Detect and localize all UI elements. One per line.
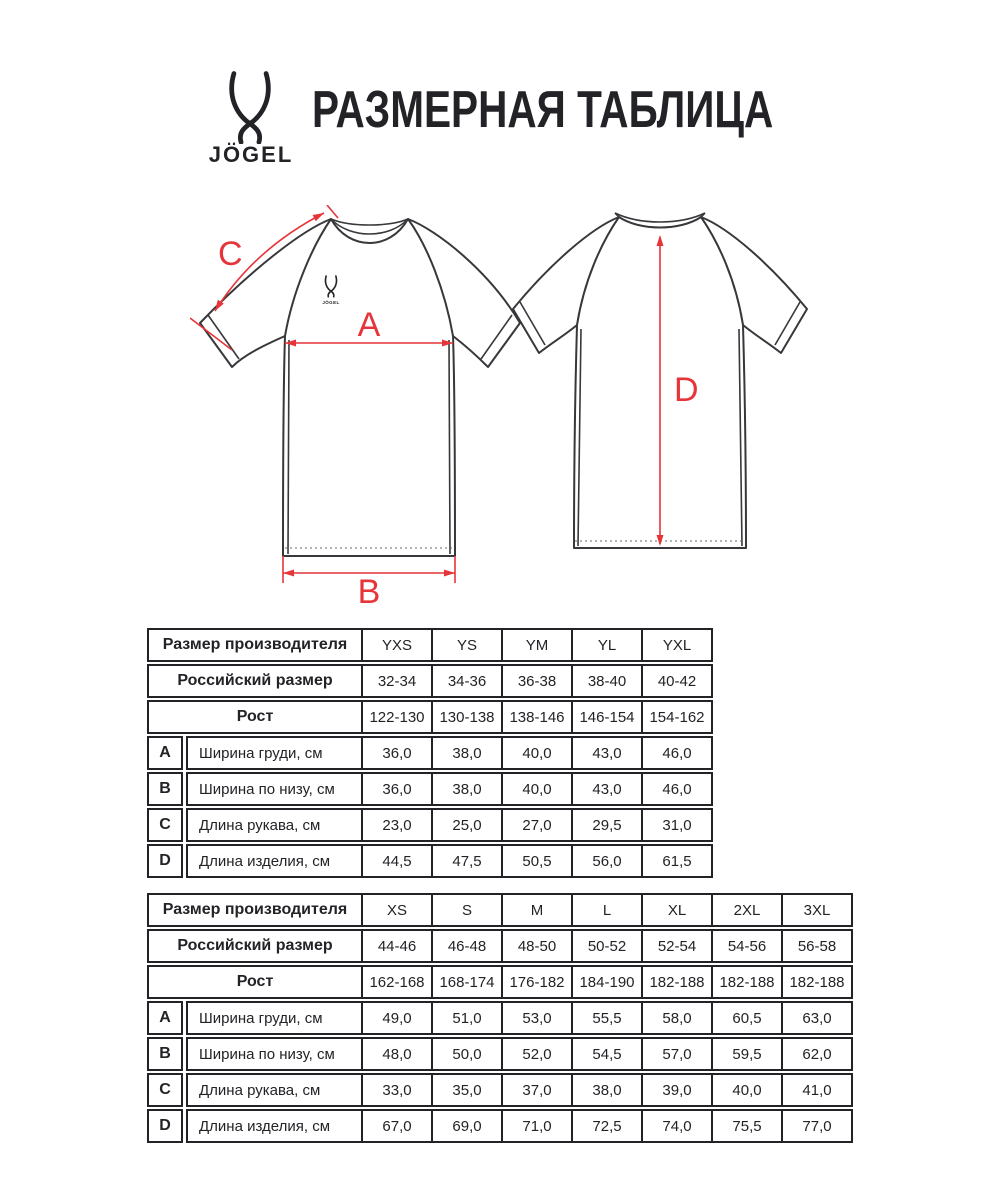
measure-name: Длина изделия, см — [199, 1117, 331, 1135]
front-collar-inner — [331, 219, 408, 234]
table-row — [147, 844, 713, 878]
size-cell: 41,0 — [781, 1075, 851, 1105]
row-header-label: Размер производителя — [162, 901, 348, 918]
size-cell: 182-188 — [781, 967, 851, 997]
size-cell: 52,0 — [501, 1039, 571, 1069]
measure-name: Длина изделия, см — [199, 852, 331, 870]
size-cell: 43,0 — [571, 738, 641, 768]
measure-letter: A — [147, 736, 183, 770]
page-title: РАЗМЕРНАЯ ТАБЛИЦА — [312, 81, 774, 139]
brand-logo-icon — [220, 70, 280, 144]
row-box — [186, 844, 713, 878]
size-cell: 53,0 — [501, 1003, 571, 1033]
size-cell: YXL — [641, 630, 711, 660]
measure-name: Ширина груди, см — [199, 744, 323, 762]
size-cell: 61,5 — [641, 846, 711, 876]
row-box — [147, 664, 713, 698]
row-box — [186, 1037, 853, 1071]
size-cell: 46-48 — [431, 931, 501, 961]
row-box — [147, 628, 713, 662]
measure-name: Ширина по низу, см — [199, 1045, 335, 1063]
row-box — [186, 736, 713, 770]
size-cell: 27,0 — [501, 810, 571, 840]
front-shirt-diagram — [190, 205, 530, 605]
row-box — [186, 772, 713, 806]
row-box — [147, 929, 853, 963]
front-body — [283, 219, 455, 556]
logo-horn-right — [240, 74, 268, 143]
size-cell: 39,0 — [641, 1075, 711, 1105]
brand-wordmark: JÖGEL — [208, 142, 294, 167]
chest-logo-wordmark: JÖGEL — [322, 300, 340, 305]
measure-letter: C — [147, 1073, 183, 1107]
size-cell: 75,5 — [711, 1111, 781, 1141]
size-cell: 77,0 — [781, 1111, 851, 1141]
size-cell: 40,0 — [501, 774, 571, 804]
table-row — [147, 628, 713, 662]
table-row — [147, 929, 853, 963]
size-cell: 57,0 — [641, 1039, 711, 1069]
size-cell: 49,0 — [361, 1003, 431, 1033]
size-cell: 146-154 — [571, 702, 641, 732]
row-header-label: Российский размер — [177, 672, 333, 689]
size-cell: 38,0 — [431, 738, 501, 768]
table-row — [147, 772, 713, 806]
size-cell: 38-40 — [571, 666, 641, 696]
table-row — [147, 1037, 853, 1071]
size-table-adult — [147, 893, 853, 1145]
measure-name: Ширина по низу, см — [199, 780, 335, 798]
size-cell: XL — [641, 895, 711, 925]
arrow-head-icon — [444, 570, 455, 577]
size-cell: 71,0 — [501, 1111, 571, 1141]
size-cell: 33,0 — [361, 1075, 431, 1105]
size-cell: 51,0 — [431, 1003, 501, 1033]
size-cell: YM — [501, 630, 571, 660]
measure-name: Длина рукава, см — [199, 1081, 321, 1099]
size-cell: 67,0 — [361, 1111, 431, 1141]
front-left-side-seam — [288, 340, 289, 554]
row-header-label: Размер производителя — [162, 636, 348, 653]
size-cell: 182-188 — [641, 967, 711, 997]
table-row — [147, 736, 713, 770]
size-cell: 40-42 — [641, 666, 711, 696]
size-table-youth — [147, 628, 713, 880]
logo-horn-left — [232, 74, 260, 143]
row-box — [186, 1073, 853, 1107]
size-cell: 176-182 — [501, 967, 571, 997]
measure-letter: D — [147, 844, 183, 878]
measure-letter: C — [147, 808, 183, 842]
measure-letter: D — [147, 1109, 183, 1143]
table-row — [147, 965, 853, 999]
size-cell: XS — [361, 895, 431, 925]
size-cell: 122-130 — [361, 702, 431, 732]
size-cell: 56,0 — [571, 846, 641, 876]
table-row — [147, 664, 713, 698]
measure-label-a: A — [357, 306, 381, 344]
size-cell: 44,5 — [361, 846, 431, 876]
size-cell: 48-50 — [501, 931, 571, 961]
size-cell: 37,0 — [501, 1075, 571, 1105]
back-shirt-diagram — [505, 205, 815, 565]
measure-tick-c-top — [327, 205, 338, 218]
size-cell: 2XL — [711, 895, 781, 925]
row-box — [186, 1001, 853, 1035]
size-cell: YL — [571, 630, 641, 660]
size-cell: 47,5 — [431, 846, 501, 876]
size-cell: 29,5 — [571, 810, 641, 840]
size-cell: 36,0 — [361, 774, 431, 804]
size-cell: 31,0 — [641, 810, 711, 840]
back-collar-outer — [615, 213, 705, 222]
table-row — [147, 1001, 853, 1035]
measure-label-c: C — [218, 235, 243, 273]
size-cell: 184-190 — [571, 967, 641, 997]
size-cell: 38,0 — [431, 774, 501, 804]
size-cell: 43,0 — [571, 774, 641, 804]
front-right-side-seam — [449, 340, 450, 554]
row-header-label: Рост — [236, 973, 274, 990]
row-box — [147, 700, 713, 734]
table-row — [147, 808, 713, 842]
measure-letter: B — [147, 1037, 183, 1071]
size-cell: 54,5 — [571, 1039, 641, 1069]
row-box — [186, 1109, 853, 1143]
size-cell: 162-168 — [361, 967, 431, 997]
measure-name: Ширина груди, см — [199, 1009, 323, 1027]
size-cell: L — [571, 895, 641, 925]
size-cell: 62,0 — [781, 1039, 851, 1069]
size-cell: 50,5 — [501, 846, 571, 876]
row-header-label: Рост — [236, 708, 274, 725]
size-cell: S — [431, 895, 501, 925]
size-cell: 55,5 — [571, 1003, 641, 1033]
size-cell: 63,0 — [781, 1003, 851, 1033]
size-cell: 154-162 — [641, 702, 711, 732]
size-cell: 138-146 — [501, 702, 571, 732]
size-cell: 46,0 — [641, 738, 711, 768]
size-cell: 72,5 — [571, 1111, 641, 1141]
size-cell: 168-174 — [431, 967, 501, 997]
size-cell: YS — [431, 630, 501, 660]
size-cell: 74,0 — [641, 1111, 711, 1141]
size-cell: 36-38 — [501, 666, 571, 696]
size-cell: 38,0 — [571, 1075, 641, 1105]
row-header-label: Российский размер — [177, 937, 333, 954]
size-cell: 182-188 — [711, 967, 781, 997]
arrow-head-icon — [313, 213, 324, 221]
size-cell: 23,0 — [361, 810, 431, 840]
size-cell: M — [501, 895, 571, 925]
measure-letter: B — [147, 772, 183, 806]
size-cell: 40,0 — [501, 738, 571, 768]
size-cell: 69,0 — [431, 1111, 501, 1141]
size-cell: YXS — [361, 630, 431, 660]
size-cell: 58,0 — [641, 1003, 711, 1033]
size-cell: 50,0 — [431, 1039, 501, 1069]
size-cell: 25,0 — [431, 810, 501, 840]
arrow-head-icon — [283, 570, 294, 577]
measure-name: Длина рукава, см — [199, 816, 321, 834]
size-cell: 60,5 — [711, 1003, 781, 1033]
table-row — [147, 1073, 853, 1107]
row-box — [147, 893, 853, 927]
row-box — [186, 808, 713, 842]
size-cell: 52-54 — [641, 931, 711, 961]
size-cell: 46,0 — [641, 774, 711, 804]
size-cell: 50-52 — [571, 931, 641, 961]
size-cell: 34-36 — [431, 666, 501, 696]
table-row — [147, 700, 713, 734]
size-cell: 59,5 — [711, 1039, 781, 1069]
size-cell: 3XL — [781, 895, 851, 925]
size-cell: 48,0 — [361, 1039, 431, 1069]
size-cell: 36,0 — [361, 738, 431, 768]
size-cell: 130-138 — [431, 702, 501, 732]
size-cell: 56-58 — [781, 931, 851, 961]
size-cell: 35,0 — [431, 1075, 501, 1105]
size-cell: 54-56 — [711, 931, 781, 961]
measure-label-d: D — [674, 371, 699, 409]
table-row — [147, 1109, 853, 1143]
size-cell: 40,0 — [711, 1075, 781, 1105]
size-cell: 32-34 — [361, 666, 431, 696]
measure-letter: A — [147, 1001, 183, 1035]
size-cell: 44-46 — [361, 931, 431, 961]
table-row — [147, 893, 853, 927]
front-collar-outer — [331, 219, 408, 225]
row-box — [147, 965, 853, 999]
measure-label-b: B — [357, 573, 381, 605]
